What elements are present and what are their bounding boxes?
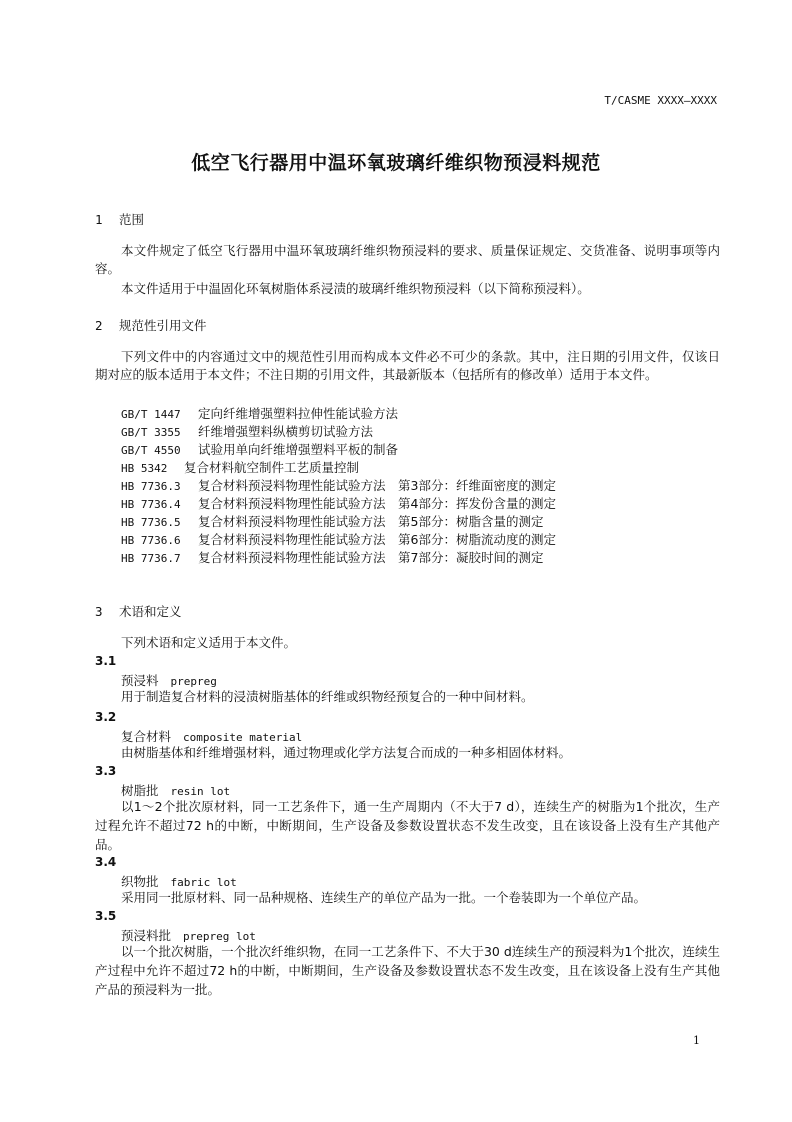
section-1-title: 范围	[118, 212, 144, 227]
reference-item	[121, 422, 373, 440]
section-2-intro: 下列文件中的内容通过文中的规范性引用而构成本文件必不可少的条款。其中，注日期的引用文件，仅该日期对应的版本适用于本文件；不注日期的引用文件，其最新版本（包括所有的修改单）适用于本文件。	[95, 349, 720, 382]
section-1-paragraph-1: 本文件规定了低空飞行器用中温环氧玻璃纤维织物预浸料的要求、质量保证规定、交货准备、说明事项等内容。	[95, 243, 720, 276]
reference-item	[121, 494, 556, 512]
reference-item	[121, 530, 556, 548]
term-name	[121, 671, 217, 689]
reference-code: HB 7736.3	[121, 480, 181, 493]
document-title: 低空飞行器用中温环氧玻璃纤维织物预浸料规范	[191, 152, 601, 174]
reference-code: GB/T 4550	[121, 444, 181, 457]
term-zh: 树脂批	[121, 783, 159, 798]
reference-item	[121, 476, 556, 494]
term-en: prepreg	[170, 675, 217, 688]
section-1-heading	[95, 210, 144, 228]
term-definition: 采用同一批原材料、同一品种规格、连续生产的单位产品为一批。一个卷装即为一个单位产品。	[121, 890, 647, 905]
term-number: 3.1	[95, 654, 117, 668]
term-definition: 由树脂基体和纤维增强材料，通过物理或化学方法复合而成的一种多相固体材料。	[121, 745, 572, 760]
term-number: 3.2	[95, 710, 117, 724]
term-name	[121, 872, 237, 890]
reference-title: 复合材料预浸料物理性能试验方法 第4部分：挥发份含量的测定	[198, 496, 556, 511]
reference-code: HB 7736.5	[121, 516, 181, 529]
page-number: 1	[693, 1034, 700, 1047]
reference-item	[121, 440, 398, 458]
section-1-paragraph-2: 本文件适用于中温固化环氧树脂体系浸渍的玻璃纤维织物预浸料（以下简称预浸料）。	[121, 281, 590, 296]
reference-item	[121, 458, 359, 476]
reference-title: 复合材料预浸料物理性能试验方法 第3部分：纤维面密度的测定	[198, 478, 556, 493]
standard-code: T/CASME XXXX—XXXX	[604, 94, 717, 107]
reference-title: 复合材料预浸料物理性能试验方法 第7部分：凝胶时间的测定	[198, 550, 544, 565]
term-zh: 预浸料	[121, 673, 159, 688]
term-name	[121, 727, 302, 745]
reference-item	[121, 404, 398, 422]
term-definition: 以1～2个批次原材料，同一工艺条件下，通一生产周期内（不大于7 d），连续生产的树脂为1个批次，生产过程允许不超过72 h的中断，中断期间，生产设备及参数设置状态不发生改变，且在该设备上没有生产其他产品。	[95, 799, 720, 852]
reference-code: GB/T 3355	[121, 426, 181, 439]
section-3-heading	[95, 602, 182, 620]
section-1-number: 1	[95, 212, 103, 227]
reference-title: 复合材料预浸料物理性能试验方法 第6部分：树脂流动度的测定	[198, 532, 556, 547]
reference-title: 复合材料预浸料物理性能试验方法 第5部分：树脂含量的测定	[198, 514, 544, 529]
section-2-heading	[95, 316, 207, 334]
reference-code: HB 7736.7	[121, 552, 181, 565]
reference-item	[121, 548, 543, 566]
term-number: 3.3	[95, 764, 117, 778]
reference-code: HB 7736.6	[121, 534, 181, 547]
section-3-number: 3	[95, 604, 103, 619]
reference-item	[121, 512, 543, 530]
reference-title: 纤维增强塑料纵横剪切试验方法	[198, 424, 374, 439]
term-number: 3.5	[95, 909, 117, 923]
section-3-title: 术语和定义	[118, 604, 182, 619]
reference-title: 复合材料航空制件工艺质量控制	[184, 460, 360, 475]
section-2-number: 2	[95, 318, 103, 333]
term-definition: 用于制造复合材料的浸渍树脂基体的纤维或织物经预复合的一种中间材料。	[121, 689, 534, 704]
reference-code: HB 5342	[121, 462, 168, 475]
term-zh: 织物批	[121, 874, 159, 889]
reference-code: GB/T 1447	[121, 408, 181, 421]
term-zh: 复合材料	[121, 729, 172, 744]
reference-title: 定向纤维增强塑料拉伸性能试验方法	[198, 406, 399, 421]
term-en: composite material	[183, 731, 303, 744]
term-definition: 以一个批次树脂，一个批次纤维织物，在同一工艺条件下、不大于30 d连续生产的预浸料为1个批次，连续生产过程中允许不超过72 h的中断，中断期间，生产设备及参数设置状态不发生改变，且在该设备上没有生产其他产品的预浸料为一批。	[95, 944, 720, 997]
term-en: resin lot	[170, 785, 231, 798]
section-2-title: 规范性引用文件	[118, 318, 207, 333]
section-3-intro: 下列术语和定义适用于本文件。	[121, 635, 297, 650]
term-en: fabric lot	[170, 876, 237, 889]
term-en: prepreg lot	[183, 930, 256, 943]
term-zh: 预浸料批	[121, 928, 172, 943]
reference-title: 试验用单向纤维增强塑料平板的制备	[198, 442, 399, 457]
term-number: 3.4	[95, 855, 117, 869]
reference-code: HB 7736.4	[121, 498, 181, 511]
